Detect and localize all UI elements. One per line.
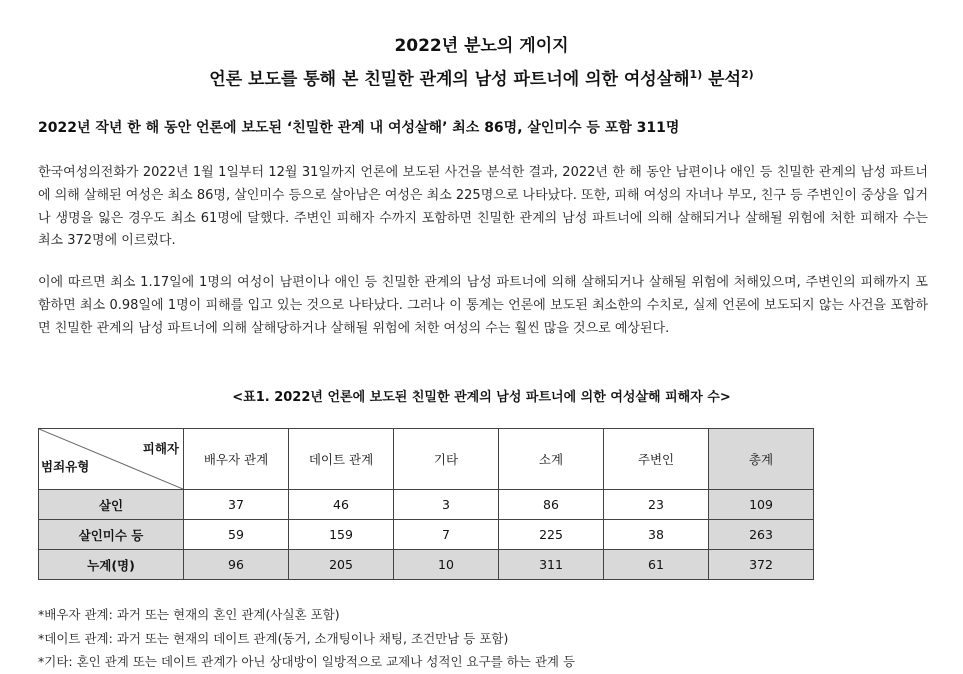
footnotes — [38, 603, 575, 674]
title-line-1: 2022년 분노의 게이지 — [394, 36, 569, 56]
table-cell: 59 — [184, 520, 289, 550]
note-dating: *데이트 관계: 과거 또는 현재의 데이트 관계(동거, 소개팅이나 채팅, 조건만남 등 포함) — [38, 630, 509, 646]
table-row — [39, 490, 814, 520]
note-other: *기타: 혼인 관계 또는 데이트 관계가 아닌 상대방이 일방적으로 교제나 성적인 요구를 하는 관계 등 — [38, 654, 576, 669]
table-cell: 46 — [289, 490, 394, 520]
table-cell: 311 — [499, 550, 604, 580]
document-title — [0, 34, 963, 58]
table-row — [39, 550, 814, 580]
table-cell: 7 — [394, 520, 499, 550]
table-header-cell: 주변인 — [604, 429, 709, 490]
table-cell: 3 — [394, 490, 499, 520]
document-subtitle — [0, 63, 963, 92]
table-cell: 263 — [709, 520, 814, 550]
table-header-cell: 기타 — [394, 429, 499, 490]
table-header-cell: 배우자 관계 — [184, 429, 289, 490]
note-spouse: *배우자 관계: 과거 또는 현재의 혼인 관계(사실혼 포함) — [38, 607, 340, 622]
table-cell: 23 — [604, 490, 709, 520]
table-caption: <표1. 2022년 언론에 보도된 친밀한 관계의 남성 파트너에 의한 여성살해 피해자 수> — [232, 390, 731, 405]
table-header-row — [39, 429, 814, 490]
footnote-ref-1: 1) — [689, 68, 703, 81]
table-cell: 10 — [394, 550, 499, 580]
table-row — [39, 520, 814, 550]
row-label: 살인미수 등 — [39, 520, 184, 550]
table-cell: 109 — [709, 490, 814, 520]
title-line-2-end: 분석 — [702, 69, 741, 90]
table-corner-cell — [39, 429, 184, 490]
table-cell: 159 — [289, 520, 394, 550]
table-cell: 205 — [289, 550, 394, 580]
summary-heading: 2022년 작년 한 해 동안 언론에 보도된 ‘친밀한 관계 내 여성살해’ 최소 86명, 살인미수 등 포함 311명 — [38, 120, 680, 136]
table-cell: 61 — [604, 550, 709, 580]
table-cell: 372 — [709, 550, 814, 580]
table-cell: 225 — [499, 520, 604, 550]
title-line-2: 언론 보도를 통해 본 친밀한 관계의 남성 파트너에 의한 여성살해 — [209, 69, 690, 90]
row-label: 누계(명) — [39, 550, 184, 580]
row-label: 살인 — [39, 490, 184, 520]
table-header-cell: 총계 — [709, 429, 814, 490]
paragraph-1: 한국여성의전화가 2022년 1월 1일부터 12월 31일까지 언론에 보도된 사건을 분석한 결과, 2022년 한 해 동안 남편이나 애인 등 친밀한 관계의 남성 파트너에 의해 살해된 여성은 최소 86명, 살인미수 등으로 살아남은 여성은 최소 225명으로 나타났다. 또한, 피해 여성의 자녀나 부모, 친구 등 주변인이 중상을 입거나 생명을 잃은 경우도 최소 61명에 달했다. 주변인 피해자 수까지 포함하면 친밀한 관계의 남성 파트너에 의해 살해되거나 살해될 위험에 처한 피해자 수는 최소 372명에 이르렀다. — [38, 165, 928, 249]
footnote-ref-2: 2) — [741, 68, 754, 81]
table-header-cell: 소계 — [499, 429, 604, 490]
victims-table — [38, 428, 814, 580]
table-cell: 37 — [184, 490, 289, 520]
corner-top-label: 피해자 — [142, 441, 179, 456]
table-cell: 86 — [499, 490, 604, 520]
table-cell: 38 — [604, 520, 709, 550]
table-cell: 96 — [184, 550, 289, 580]
corner-bottom-label: 범죄유형 — [41, 459, 90, 474]
paragraph-2: 이에 따르면 최소 1.17일에 1명의 여성이 남편이나 애인 등 친밀한 관계의 남성 파트너에 의해 살해되거나 살해될 위험에 처해있으며, 주변인의 피해까지 포함하면 최소 0.98일에 1명이 피해를 입고 있는 것으로 나타났다. 그러나 이 통계는 언론에 보도된 최소한의 수치로, 실제 언론에 보도되지 않는 사건을 포함하면 친밀한 관계의 남성 파트너에 의해 살해당하거나 살해될 위험에 처한 여성의 수는 훨씬 많을 것으로 예상된다. — [38, 275, 928, 336]
table-header-cell: 데이트 관계 — [289, 429, 394, 490]
